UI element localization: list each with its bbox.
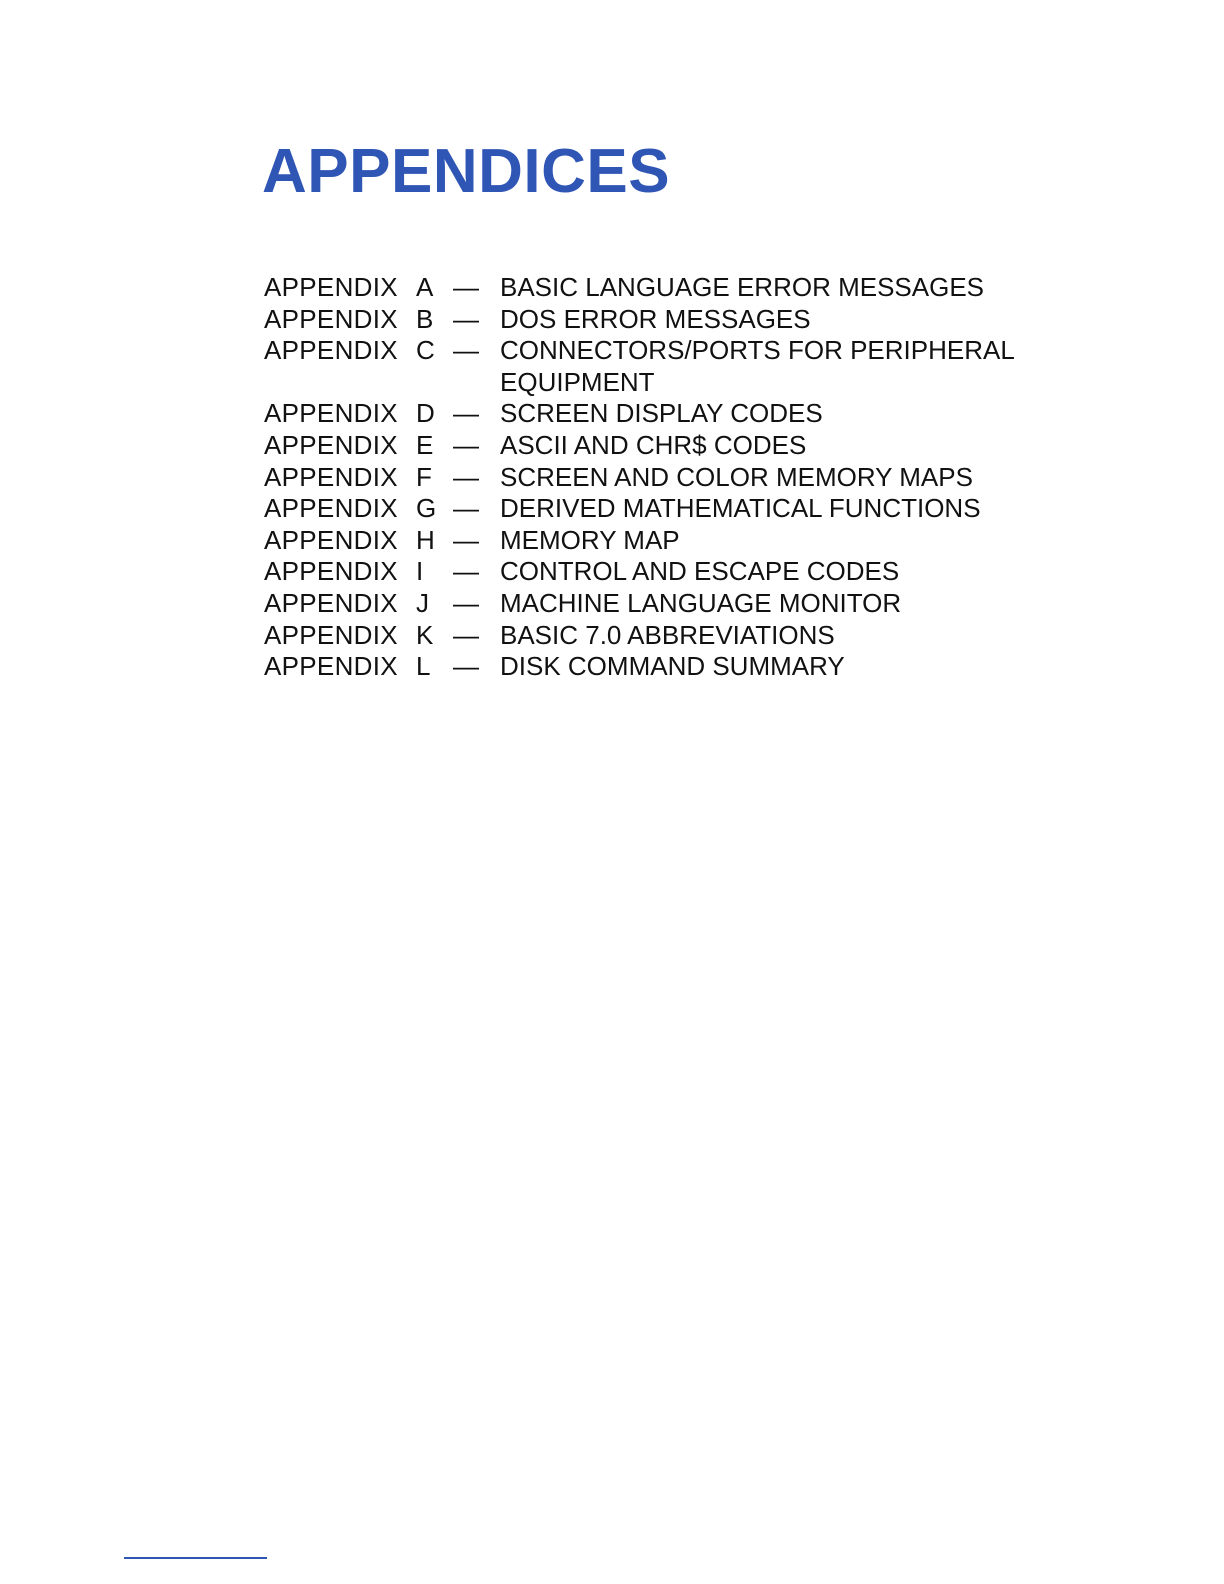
appendix-word: APPENDIX	[264, 587, 398, 618]
appendix-word: APPENDIX	[264, 398, 398, 429]
appendix-dash: —	[453, 272, 479, 302]
appendix-title: SCREEN DISPLAY CODES	[500, 398, 823, 429]
footer-rule	[124, 1557, 267, 1559]
appendix-dash: —	[453, 493, 479, 524]
appendix-item	[264, 556, 1144, 588]
appendix-letter: C	[416, 335, 435, 366]
appendix-item	[264, 430, 1144, 462]
appendix-letter: K	[416, 619, 434, 650]
appendix-title: BASIC LANGUAGE ERROR MESSAGES	[500, 272, 985, 302]
appendix-dash: —	[453, 429, 479, 460]
appendix-dash: —	[453, 619, 479, 650]
appendix-letter: D	[416, 398, 435, 429]
appendix-dash: —	[453, 303, 479, 334]
appendix-item	[264, 398, 1144, 430]
appendix-item	[264, 620, 1144, 652]
appendix-word: APPENDIX	[264, 303, 398, 334]
appendix-title: ASCII AND CHR$ CODES	[500, 429, 807, 460]
appendix-word: APPENDIX	[264, 556, 398, 587]
appendix-dash: —	[453, 587, 479, 618]
appendix-letter: I	[416, 556, 424, 587]
appendix-word: APPENDIX	[264, 493, 398, 524]
appendix-item	[264, 335, 1144, 398]
appendix-letter: L	[416, 651, 431, 682]
appendix-title: DOS ERROR MESSAGES	[500, 303, 811, 334]
appendix-letter: A	[416, 272, 434, 302]
appendix-item	[264, 525, 1144, 557]
appendix-letter: G	[416, 493, 437, 524]
appendix-item	[264, 304, 1144, 336]
appendix-letter: B	[416, 303, 434, 334]
appendix-dash: —	[453, 524, 479, 555]
appendix-item	[264, 272, 1144, 304]
appendix-word: APPENDIX	[264, 461, 398, 492]
appendix-title: SCREEN AND COLOR MEMORY MAPS	[500, 461, 973, 492]
appendix-letter: H	[416, 524, 435, 555]
appendix-word: APPENDIX	[264, 651, 398, 682]
appendix-title: MACHINE LANGUAGE MONITOR	[500, 587, 902, 618]
appendix-word: APPENDIX	[264, 429, 398, 460]
appendix-letter: F	[416, 461, 432, 492]
appendix-list	[264, 272, 1144, 683]
appendix-title: CONTROL AND ESCAPE CODES	[500, 556, 900, 587]
appendix-title: CONNECTORS/PORTS FOR PERIPHERAL EQUIPMENT	[500, 335, 1014, 397]
appendix-word: APPENDIX	[264, 524, 398, 555]
appendix-word: APPENDIX	[264, 272, 398, 302]
appendix-item	[264, 493, 1144, 525]
appendix-item	[264, 651, 1144, 683]
appendix-dash: —	[453, 335, 479, 366]
appendix-item	[264, 588, 1144, 620]
appendix-title: DISK COMMAND SUMMARY	[500, 651, 845, 682]
appendix-dash: —	[453, 651, 479, 682]
appendix-letter: E	[416, 429, 434, 460]
appendix-word: APPENDIX	[264, 619, 398, 650]
page-title: APPENDICES	[262, 137, 671, 206]
appendix-dash: —	[453, 398, 479, 429]
appendix-title: DERIVED MATHEMATICAL FUNCTIONS	[500, 493, 981, 524]
appendix-word: APPENDIX	[264, 335, 398, 366]
appendix-dash: —	[453, 461, 479, 492]
appendix-item	[264, 462, 1144, 494]
appendix-letter: J	[416, 587, 429, 618]
appendix-title: MEMORY MAP	[500, 524, 680, 555]
appendix-title: BASIC 7.0 ABBREVIATIONS	[500, 619, 835, 650]
appendix-dash: —	[453, 556, 479, 587]
